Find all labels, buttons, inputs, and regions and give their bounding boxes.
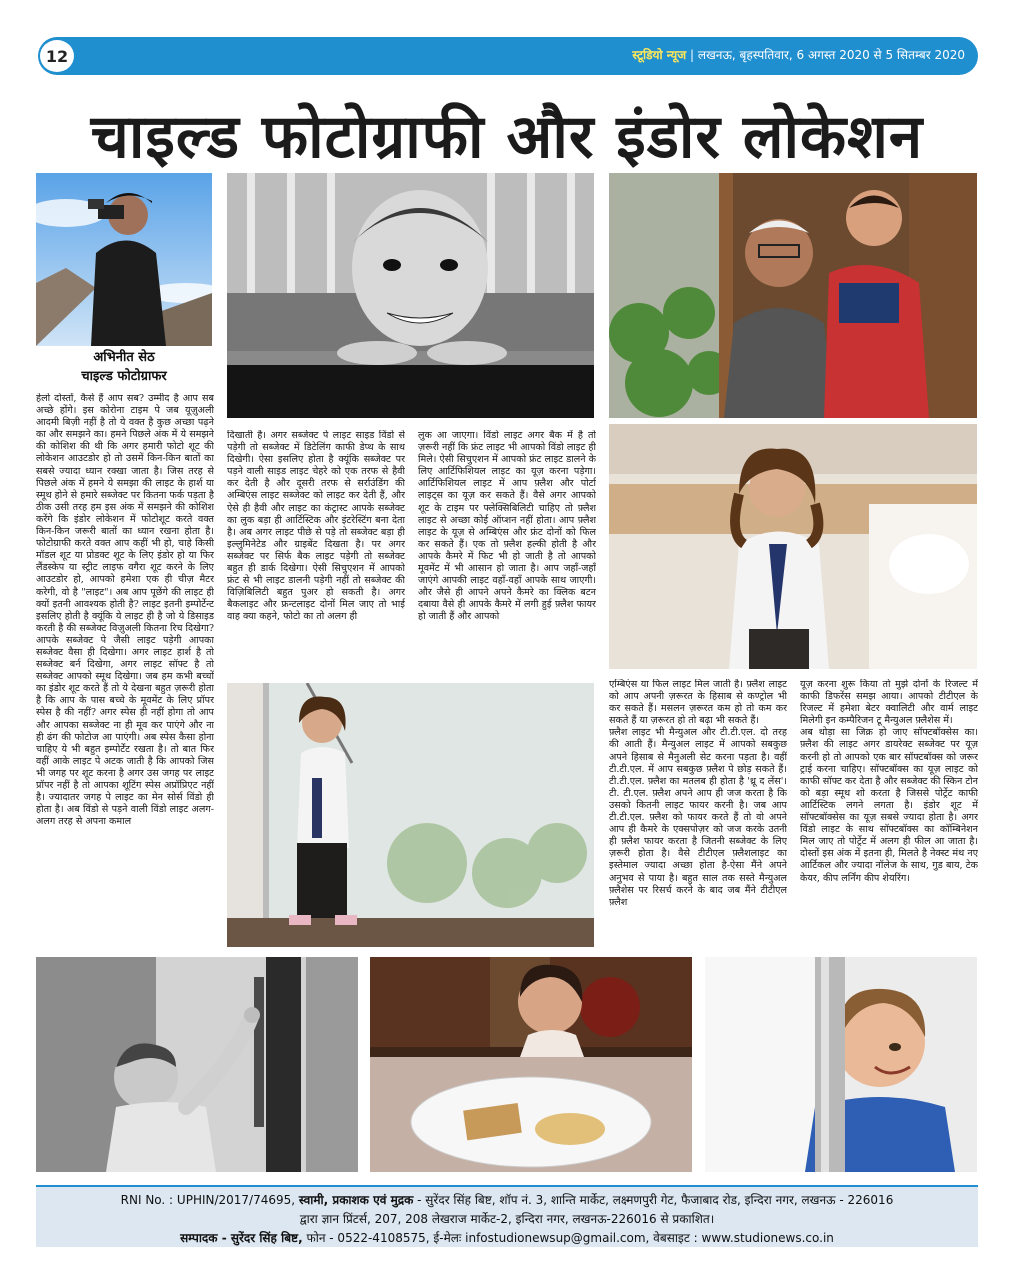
author-role: चाइल्ड फोटोग्राफर (81, 369, 167, 384)
girl-with-tie-photo (609, 424, 977, 669)
masthead (632, 46, 965, 63)
dateline: | लखनऊ, बृहस्पतिवार, 6 अगस्त 2020 से 5 सितम्बर 2020 (686, 48, 965, 62)
boy-on-ledge-photo (227, 173, 594, 418)
imprint-line-2: द्वारा ज्ञान प्रिंटर्स, 207, 208 लेखराज मार्केट-2, इन्दिरा नगर, लखनऊ-226016 से प्रकाशित। (299, 1212, 715, 1226)
article-column-1: हेलो दोस्तों, कैसे हैं आप सब? उम्मीद है आप सब अच्छे होंगे। इस कोरोना टाइम पे जब यूज़ुअली आदमी बिज़ी नहीं है तो ये वक्त है कुछ अच्छा पढ़ने का और समझने का। हमने पिछले अंक में ये समझने की कोशिश की थी कि अगर हमारी फोटो शूट की लोकेशन आउटडोर हो तो उसमें किन-किन बातों का सबसे ज्यादा ध्यान रक्खा जाता है। जिस तरह से पिछले अंक में हमने ये समझा की लाइट के हार्श या स्मूथ होने से हमारे सब्जेक्ट पर कितना फर्क पड़ता है ठीक उसी तरह हम इस अंक में समझने की कोशिश करेंगे कि इंडोर लोकेशन में फोटोशूट करते वक्त किन-किन जरूरी बातों का ध्यान रखना होता है। फोटोग्राफी करते वक्त आप कहीं भी हो, चाहे किसी मॉडल शूट या प्रोडक्ट शूट के लिए इंडोर हो या फिर लैंडस्केप या स्ट्रीट लाइफ वगैरा शूट करने के लिए आउटडोर हो, आपको हमेशा एक ही चीज़ मैटर करेगी, वो है "लाइट"। अब आप पूछेंगे की लाइट ही क्यों इतनी आवश्यक होती है? लाइट इतनी इम्पोर्टेन्ट इसलिए होती है क्यूंकि ये लाइट ही है जो ये डिसाइड करती है की सब्जेक्ट विज़ुअली कितना रिच दिखेगा? आपके सब्जेक्ट पे जैसी लाइट पड़ेगी आपका सब्जेक्ट वैसा ही दिखेगा। अगर लाइट हार्श है तो सब्जेक्ट बर्न दिखेगा, अगर लाइट सॉफ्ट है तो सब्जेक्ट आपको स्मूथ दिखेगा। जब हम कभी बच्चों का इंडोर शूट करते हैं तो ये देखना बहुत ज़रूरी होता है कि आप के पास बच्चे के मूवमेंट के लिए प्रॉपर स्पेस है की नहीं? अगर स्पेस ही नहीं होगा तो आप और आपका सब्जेक्ट ना ही मूव कर पाएंगे और ना ही ढंग की फोटोज आ पाएंगी। अब स्पेस कैसा होना चाहिए ये भी बहुत इम्पोर्टेंट रखता है। तो बात फिर वहीं आके लाइट पे अटक जाती है कि आपको जिस भी जगह पर शूट करना है अगर उस जगह पर लाइट प्रॉपर नहीं है तो आपका शूटिंग स्पेस अप्रॉप्रिएट नहीं है। ज्यादातर जगह पे लाइट का मेन सोर्स विंडो ही होता है। अब विंडो से पड़ने वाली विंडो लाइट अलग-अलग तरह से अपना कमाल (36, 393, 214, 828)
imprint-line-1 (36, 1191, 978, 1210)
headline: चाइल्ड फोटोग्राफी और इंडोर लोकेशन (90, 102, 924, 172)
photographer-photo (36, 173, 212, 346)
publisher-address: - सुरेंदर सिंह बिष्ट, शॉप नं. 3, शान्ति मार्केट, लक्ष्मणपुरी गेट, फैजाबाद रोड, इन्दिरा नगर, लखनऊ - 226016 (413, 1193, 894, 1207)
imprint-footer (36, 1185, 978, 1247)
editor-label: सम्पादक - सुरेंदर सिंह बिष्ट, (180, 1231, 303, 1245)
rni-number: RNI No. : UPHIN/2017/74695, (120, 1193, 299, 1207)
page-number: 12 (40, 40, 74, 72)
author-caption (36, 348, 212, 386)
contact-details: फोन - 0522-4108575, ई-मेलः infostudionewsup@gmail.com, वेबसाइट : www.studionews.co.in (302, 1231, 834, 1245)
article-column-2: दिखाती है। अगर सब्जेक्ट पे लाइट साइड विंडो से पड़ेगी तो सब्जेक्ट में डिटेलिंग काफी डेप्थ के साथ दिखेगी। ऐसा इसलिए होता है क्यूंकि सब्जेक्ट पर पड़ने वाली साइड लाइट चेहरे को एक तरफ से हैवी कर देती है और दूसरी तरफ से सर्राउंडिंग की अम्बिएंस लाइट सब्जेक्ट को लाइट कर देती हैं, और ऐसे ही हैवी और लाइट का कंट्रास्ट आपके सब्जेक्ट का लुक बड़ा ही आर्टिस्टिक और इंटरेस्टिंग बना देता है। अब अगर लाइट पीछे से पड़े तो सब्जेक्ट बड़ा ही इल्लुमिनेटेड और ग्राइबेंट दिखता है। पर अगर सब्जेक्ट पर सिर्फ बैक लाइट पड़ेगी तो सब्जेक्ट बहुत ही डार्क दिखेगा। ऐसी सिचुएशन में आपको फ्रंट से भी लाइट डालनी पड़ेगी नहीं तो सब्जेक्ट की विज़िबिलिटी बहुत पुअर हो सकती है। अगर बैकलाइट और फ्रन्टलाइट दोनों मिल जाए तो भाई वाह क्या कहने, फोटो का तो अलग ही (227, 430, 405, 623)
article-column-4: एम्बिएंस या फिल लाइट मिल जाती है। फ़्लैश लाइट को आप अपनी ज़रूरत के हिसाब से कण्ट्रोल भी कर सकते हैं। मसलन ज़रूरत कम हो तो कम कर सकते हैं या ज़रूरत हो तो बढ़ा भी सकते हैं। फ़्लैश लाइट भी मैन्युअल और टी.टी.एल. दो तरह की आती हैं। मैन्युअल लाइट में आपको सबकुछ अपने हिसाब से मैनुअली सेट करना पड़ता है। वहीं टी.टी.एल. में आप सबकुछ फ़्लैश पे छोड़ सकते हैं। टी.टी.एल. फ़्लैश का मतलब ही होता है 'थ्रू द लेंस'। टी. टी.एल. फ़्लैश अपने आप ही जज करता है कि उसको कितनी लाइट फायर करनी है। जब आप टी.टी.एल. फ़्लैश को फायर करते हैं तो वो अपने आप ही कैमरे के एक्सपोज़र को जज करके उतनी ही फ़्लैश फायर करता है जितनी सब्जेक्ट के लिए ज़रूरी होता है। वैसे टीटीएल फ़्लैशलाइट का इस्तेमाल ज्यादा अच्छा होता है-ऐसा मैंने अपने अनुभव से पाया है। बहुत साल तक सस्ते मैन्युअल फ़्लैशेस पर रिसर्च करने के बाद जब मैंने टीटीएल फ़्लैश (609, 679, 787, 908)
toddler-at-door-photo (36, 957, 358, 1172)
boy-behind-pole-photo (705, 957, 977, 1172)
imprint-line-3 (36, 1229, 978, 1248)
grandfather-boy-photo (609, 173, 977, 418)
author-name: अभिनीत सेठ (93, 350, 155, 365)
girl-with-sword-photo (227, 683, 594, 947)
toddler-eating-photo (370, 957, 692, 1172)
article-column-3: लुक आ जाएगा। विंडो लाइट अगर बैक में है तो ज़रूरी नहीं कि फ्रंट लाइट भी आपको विंडो लाइट ही मिले। ऐसी सिचुएशन में आपको फ्रंट लाइट डालने के लिए आर्टिफिशियल लाइट का यूज़ करना पड़ेगा। आर्टिफिशियल लाइट में आप फ़्लैश और पोर्टा लाइट्स का यूज़ कर सकते हैं। वैसे अगर आपको शूट के टाइम पर फ्लेक्सिबिलिटी चाहिए तो फ़्लैश लाइट से अच्छा कोई ऑप्शन नहीं होता। आप फ़्लैश लाइट के यूज़ से अम्बिएंस और फ्रंट दोनों को फिल कर सकते हैं। एक तो फ़्लैश हल्की होती है और आपके कैमरे में फिट भी हो जाती है तो आपको मूवमेंट में भी आसान हो जाता है। आप जहाँ-जहाँ जाएंगे आपकी लाइट वहाँ-वहाँ आपके साथ जाएगी। और जैसे ही आपने अपने कैमरे का क्लिक बटन दबाया वैसे ही आपके कैमरे में लगी हुई फ़्लैश फायर हो जाती हैं और आपको (418, 430, 596, 623)
article-column-5: यूज़ करना शुरू किया तो मुझे दोनों के रिजल्ट में काफी डिफरेंस समझ आया। आपको टीटीएल के रिजल्ट में हमेशा बेटर क्वालिटी और वार्म लाइट मिलेगी इन कम्पैरिजन टू मैन्युअल फ़्लैशेस में। अब थोड़ा सा जिक्र हो जाए सॉफ्टबॉक्सेस का। फ़्लैश की लाइट अगर डायरेक्ट सब्जेक्ट पर यूज़ करनी हो तो आपको एक बार सॉफ्टबॉक्स को जरूर ट्राई करना चाहिए। सॉफ्टबॉक्स का यूज़ लाइट को काफी सॉफ्ट कर देता है और सब्जेक्ट की स्किन टोन को बड़ा स्मूथ शो करता है जिससे पोर्ट्रेट काफी आर्टिस्टिक लगने लगता है। इंडोर शूट में सॉफ्टबॉक्सेस का यूज़ सबसे ज्यादा होता है। अगर विंडो लाइट के साथ सॉफ्टबॉक्स का कॉम्बिनेशन मिल जाए तो पोर्ट्रेट में अलग ही फील आ जाता है। दोस्तों इस अंक में इतना ही, मिलते है नेक्स्ट मंथ नए आर्टिकल और ज्यादा नॉलेज के साथ, गुड बाय, टेक केयर, कीप लर्निंग कीप शेयरिंग। (800, 679, 978, 884)
publisher-label: स्वामी, प्रकाशक एवं मुद्रक (298, 1193, 414, 1207)
paper-name: स्टूडियो न्यूज (632, 48, 687, 62)
